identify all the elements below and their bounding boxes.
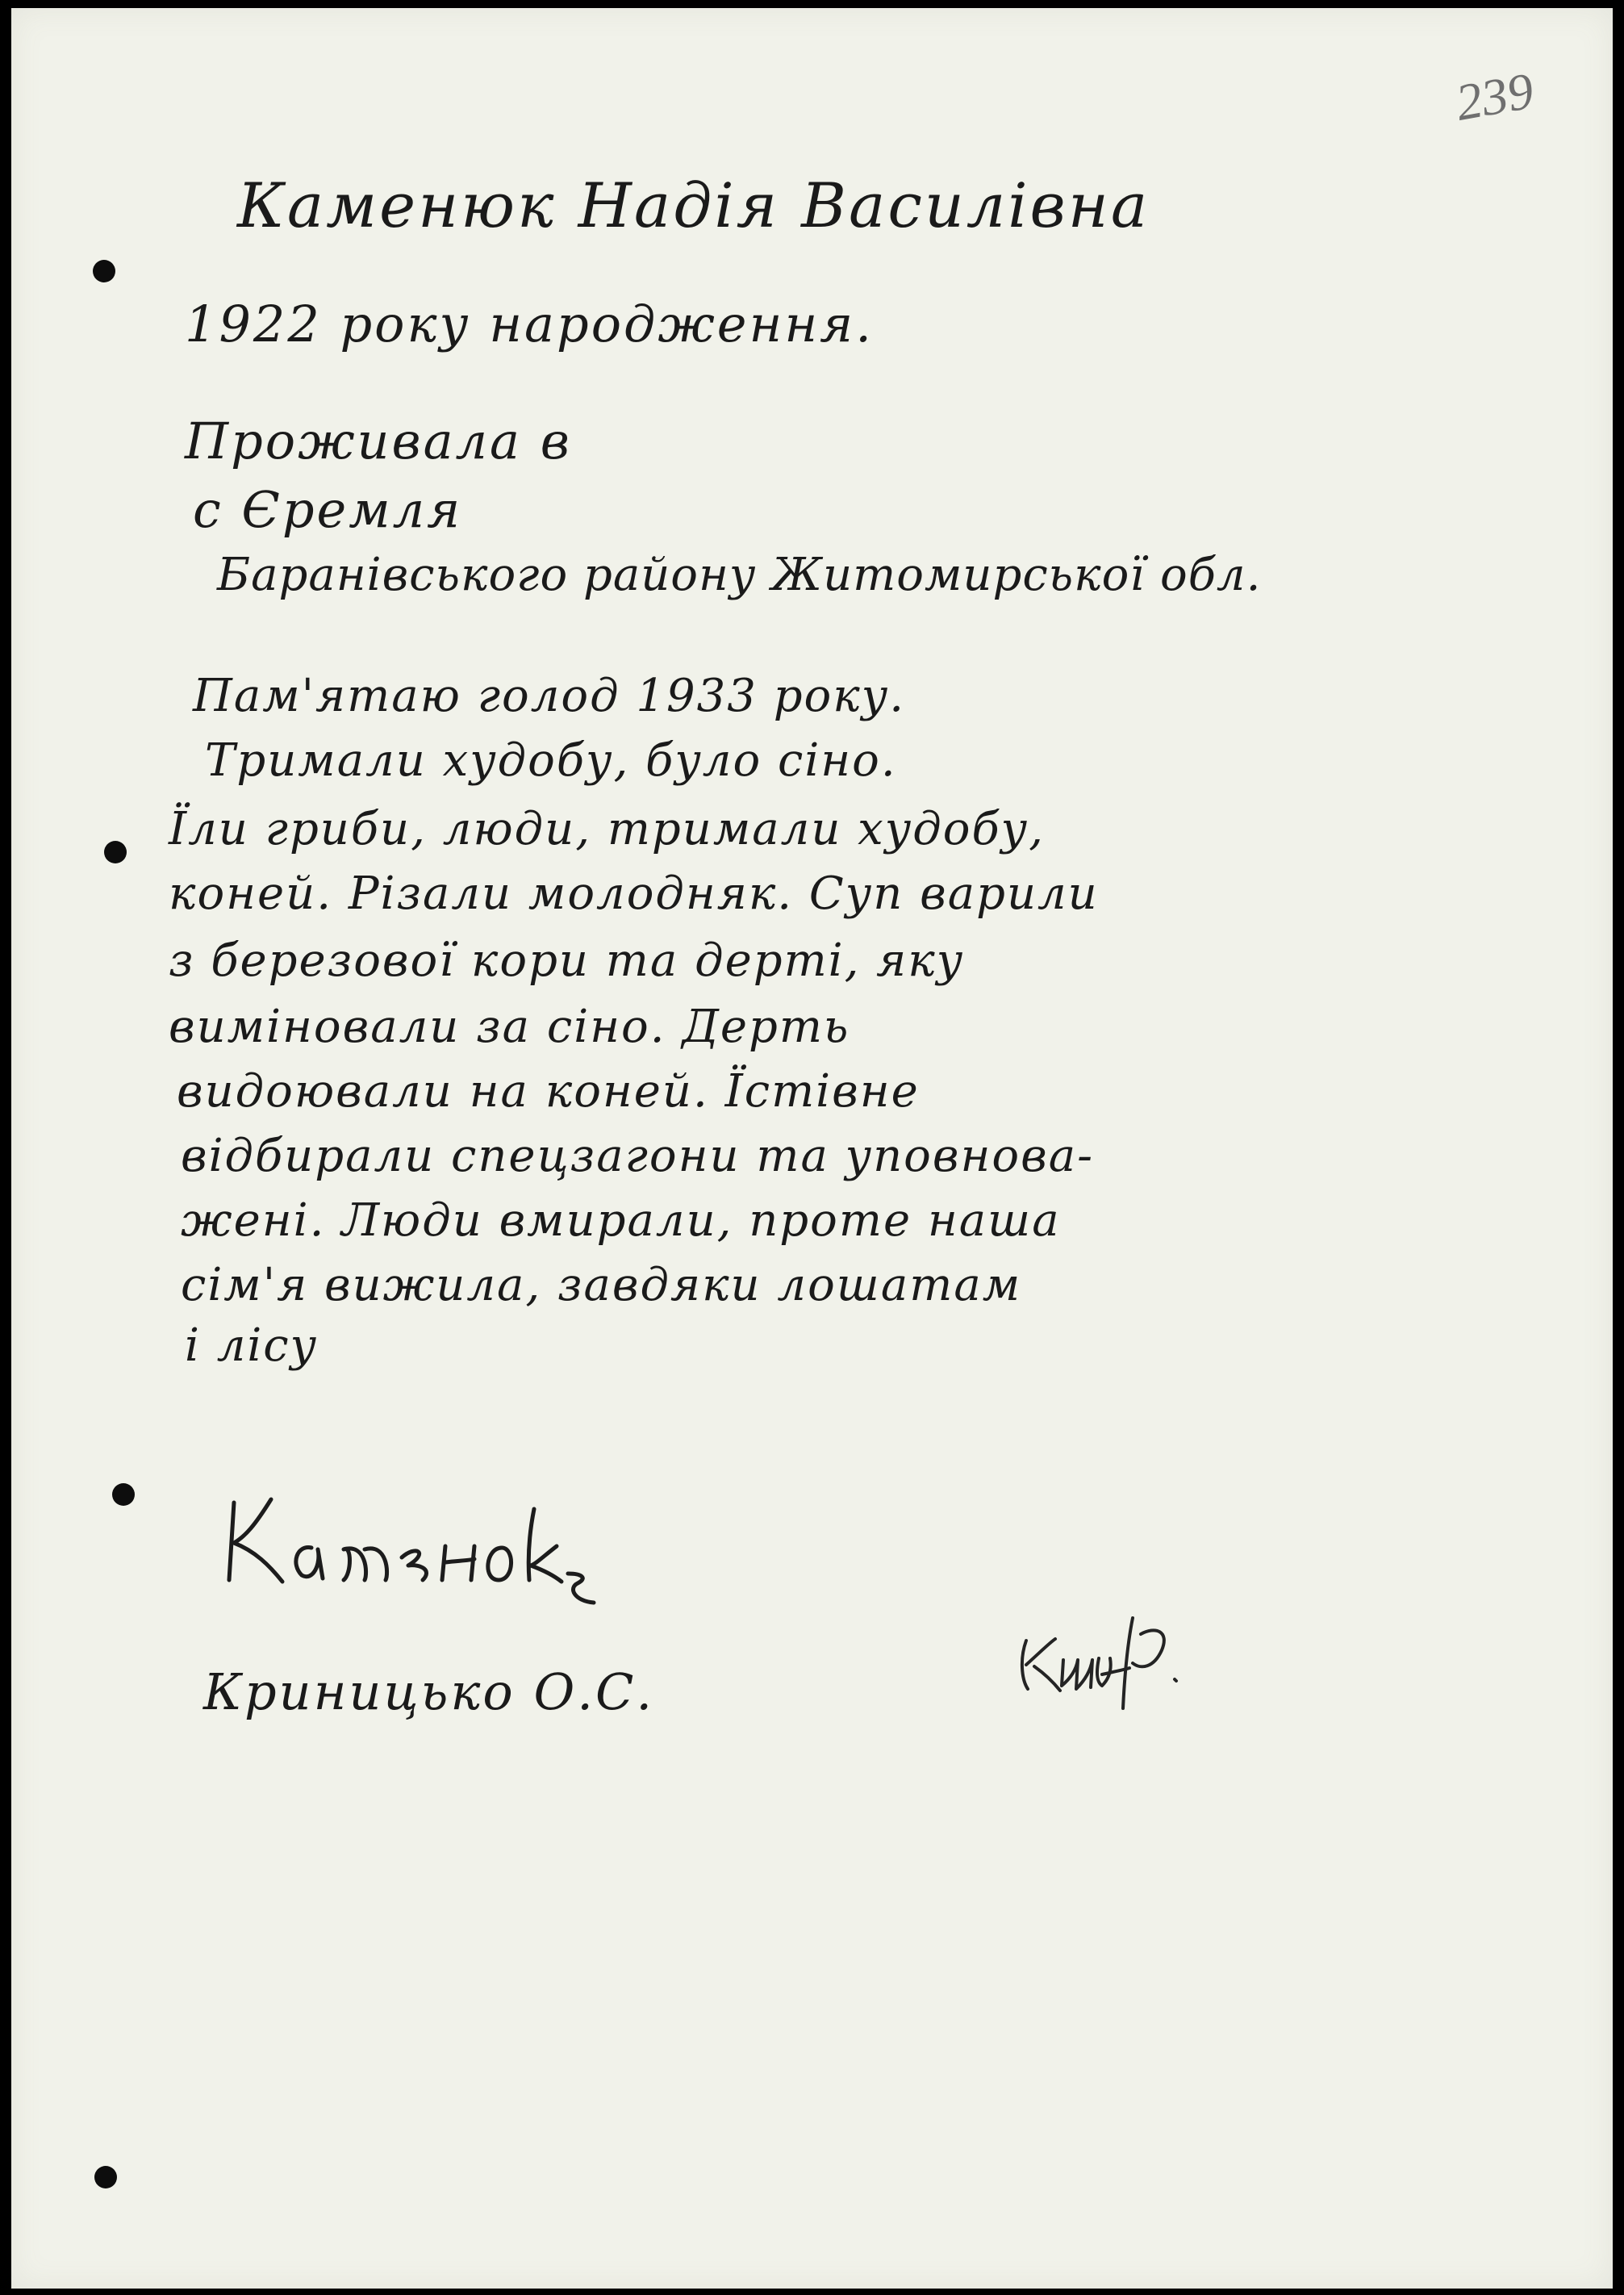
- page-number: 239: [1451, 61, 1538, 132]
- testimony-line: з березової кори та дерті, яку: [169, 934, 965, 987]
- residence-line-3: Баранівського району Житомирської обл.: [217, 549, 1262, 601]
- testimony-line: відбирали спецзагони та уповнова-: [181, 1130, 1094, 1182]
- testimony-line: виміновали за сіно. Дерть: [169, 1001, 850, 1053]
- punch-hole: [104, 841, 127, 863]
- testimony-line: Пам'ятаю голод 1933 року.: [193, 670, 905, 722]
- testimony-line: жені. Люди вмирали, проте наша: [181, 1194, 1061, 1247]
- document-page: [11, 8, 1613, 2289]
- testimony-line: сім'я вижила, завдяки лошатам: [181, 1259, 1022, 1311]
- residence-line-2: с Єремля: [193, 480, 463, 539]
- recorder-name: Криницько О.С.: [203, 1662, 655, 1721]
- testimony-line: і лісу: [185, 1319, 319, 1372]
- punch-hole: [94, 2166, 117, 2188]
- testimony-line: Їли гриби, люди, тримали худобу,: [169, 803, 1045, 855]
- testimony-line: Тримали худобу, було сіно.: [205, 734, 897, 787]
- testimony-line: коней. Різали молодняк. Суп варили: [169, 867, 1099, 920]
- respondent-name: Каменюк Надія Василівна: [237, 169, 1150, 241]
- birth-year: 1922 року народження.: [185, 295, 874, 353]
- punch-hole: [93, 260, 115, 282]
- punch-hole: [112, 1483, 135, 1506]
- respondent-signature: [223, 1485, 602, 1606]
- residence-line-1: Проживала в: [185, 412, 572, 470]
- recorder-signature: [1012, 1602, 1197, 1715]
- testimony-line: видоювали на коней. Їстівне: [177, 1065, 920, 1118]
